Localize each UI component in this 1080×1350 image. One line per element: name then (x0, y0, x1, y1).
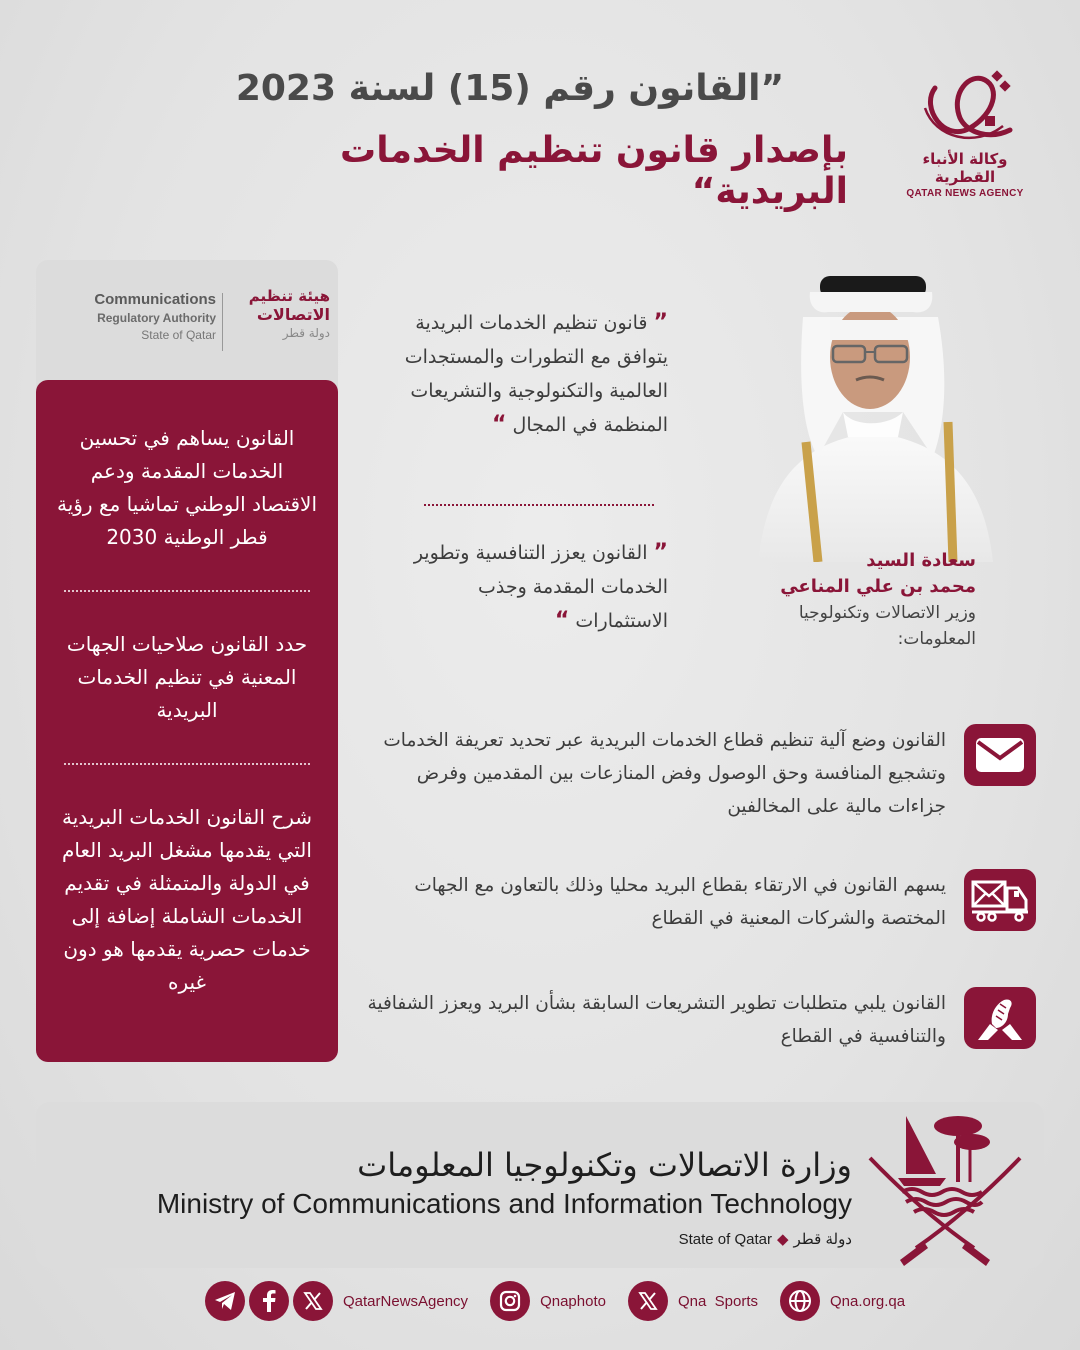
cra-ar-line-3: دولة قطر (282, 326, 330, 340)
ministry-arabic-name: وزارة الاتصالات وتكنولوجيا المعلومات (357, 1146, 852, 1184)
cra-en-line-2: Regulatory Authority (97, 311, 216, 325)
key-points-card (36, 380, 338, 1062)
close-quote-icon: “ (554, 608, 570, 633)
telegram-icon[interactable] (205, 1281, 245, 1321)
dotted-divider (64, 763, 310, 765)
feature-row (366, 869, 1036, 935)
qna-emblem-icon (915, 68, 1015, 148)
minister-quote-1 (398, 306, 668, 442)
social-handle-qnaphoto[interactable]: Qnaphoto (540, 1292, 606, 1310)
facebook-icon[interactable] (249, 1281, 289, 1321)
qna-logo (895, 68, 1035, 198)
feature-text: القانون وضع آلية تنظيم قطاع الخدمات البريدية عبر تحديد تعريفة الخدمات وتشجيع المنافسة وحق الوصول وفض المنازعات بين المقدمين وفرض جزاءات مالية على المخالفين (383, 730, 946, 817)
headline-line-2: بإصدار قانون تنظيم الخدمات البريدية“ (340, 130, 848, 212)
qatar-emblem-icon (862, 1102, 1032, 1272)
cra-ar-line-1: هيئة تنظيم (248, 287, 330, 305)
feature-row (366, 724, 1036, 823)
dotted-divider (64, 590, 310, 592)
instagram-icon[interactable] (490, 1281, 530, 1321)
minister-quote-2 (398, 536, 668, 638)
cra-divider (222, 293, 223, 351)
diamond-separator-icon: ◆ (776, 1231, 789, 1248)
feature-text: القانون يلبي متطلبات تطوير التشريعات السابقة بشأن البريد ويعزز الشفافية والتنافسية في القطاع (367, 993, 946, 1047)
headline-line-1: ”القانون رقم (15) لسنة 2023 (235, 68, 785, 109)
social-handle-qna-sports[interactable]: Qna Sports (677, 1292, 758, 1310)
qna-arabic-name: وكالة الأنباء القطرية (922, 150, 1008, 186)
open-quote-icon: ” (653, 540, 668, 565)
x-icon[interactable] (293, 1281, 333, 1321)
open-quote-icon: ” (653, 310, 668, 335)
key-point: القانون يساهم في تحسين الخدمات المقدمة ودعم الاقتصاد الوطني تماشيا مع رؤية قطر الوطنية 2030 (56, 426, 317, 549)
feature-row (366, 987, 1036, 1053)
social-handle-qatarnewsagency[interactable]: QatarNewsAgency (343, 1292, 469, 1310)
cra-logo (36, 285, 338, 365)
state-english: State of Qatar (678, 1231, 772, 1248)
cra-en-line-3: State of Qatar (141, 328, 216, 342)
feature-text: يسهم القانون في الارتقاء بقطاع البريد محليا وذلك بالتعاون مع الجهات المختصة والشركات المعنية في القطاع (414, 875, 946, 929)
globe-icon[interactable] (780, 1281, 820, 1321)
website-link[interactable]: Qna.org.qa (830, 1292, 906, 1310)
key-point: حدد القانون صلاحيات الجهات المعنية في تنظيم الخدمات البريدية (66, 632, 308, 722)
x-icon[interactable] (628, 1281, 668, 1321)
ministry-state (679, 1230, 852, 1248)
minister-photo (748, 262, 998, 562)
qna-english-name: QATAR NEWS AGENCY (906, 188, 1024, 199)
close-quote-icon: “ (492, 412, 507, 437)
minister-caption (736, 548, 976, 652)
minister-name: محمد بن علي المناعي (780, 576, 976, 597)
cra-en-line-1: Communications (94, 291, 216, 308)
mail-truck-icon (964, 869, 1036, 931)
key-point: شرح القانون الخدمات البريدية التي يقدمها مشغل البريد العام في الدولة والمتمثلة في تقديم الخدمات الشاملة إضافة إلى خدمات حصرية يقدمها هو دون غيره (62, 805, 312, 994)
quote-text: قانون تنظيم الخدمات البريدية يتوافق مع التطورات والمستجدات العالمية والتكنولوجية والتشريعات المنظمة في المجال (404, 312, 668, 436)
minister-title: وزير الاتصالات وتكنولوجيا المعلومات: (798, 603, 976, 649)
minister-honorific: سعادة السيد (866, 550, 976, 571)
social-links-bar (205, 1280, 923, 1322)
quote-text: القانون يعزز التنافسية وتطوير الخدمات المقدمة وجذب الاستثمارات (413, 542, 668, 632)
ministry-english-name: Ministry of Communications and Information Technology (156, 1188, 852, 1219)
state-arabic: دولة قطر (793, 1231, 852, 1248)
quote-divider (424, 504, 654, 506)
envelope-icon (964, 724, 1036, 786)
cra-ar-line-2: الاتصالات (256, 305, 330, 324)
handshake-icon (964, 987, 1036, 1049)
